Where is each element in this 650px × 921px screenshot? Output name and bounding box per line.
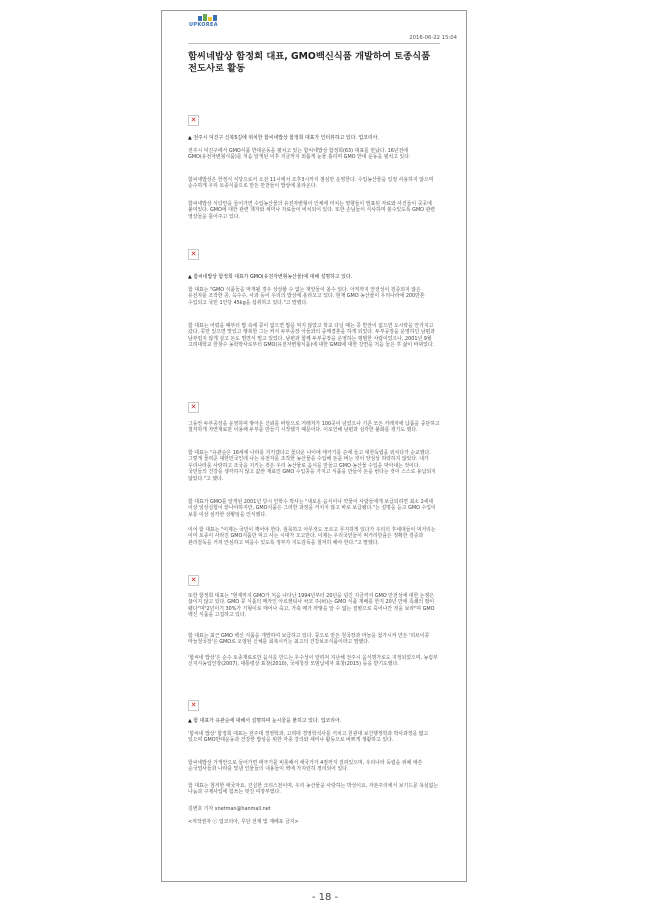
broken-image-icon: ✕ xyxy=(188,575,199,586)
photo-caption: ▲ 함씨네밥상 함정희 대표가 GMO(유전자변형농산물)에 대해 설명하고 있다. xyxy=(188,274,353,280)
photo-caption: ▲ 전주시 덕진구 신복5길에 위치한 함씨네밥상 함정희 대표가 인터뷰하고 있다. 업코리아. xyxy=(188,135,379,141)
body-paragraph: 전주시 덕진구에서 GMO식품 반대운동을 펼치고 있는 함씨네밥상 함정희(63) 대표를 만났다. 16년전에 GMO(유전자변형식품)를 처음 알게된 이후 지금까지 외롭게 눈물 흘리며 GMO 반대 운동을 펼치고 있다. xyxy=(188,148,411,161)
broken-image-icon: ✕ xyxy=(188,115,199,126)
reporter-byline: 김변호 기자 xnetman@hanmail.net xyxy=(188,806,271,812)
body-paragraph: 이어 함 대표는 "이제는 국민이 깨어야 한다. 침묵하고 아무것도 모르고 무지하게 있다가 우리의 후세대들이 먹거리는 이미 토종이 사라진 GMO식품만 먹고 사는 시대가 오고만다. 이제는 우리국민들이 먹거리만큼은 정확한 검증과 관리감독을 거쳐 안심하고 먹을수 있도록 정부가 지도감독을 철저히 해야 한다."고 말했다. xyxy=(188,527,436,546)
body-paragraph: 그동안 두부공장을 운영하며 쌓아온 신뢰를 바탕으로 거래처가 100곳이 넘었으나 기존 모든 거래처에 납품을 중단하고 철저하게 자연재료만 이용해 두부를 만들기 시작했기 때문이다. 이로인해 남편과 심각한 불화를 겪기도 했다. xyxy=(188,421,440,434)
copyright-notice: <저작권자 ⓒ 업코리아, 무단 전재 및 재배포 금지> xyxy=(188,819,299,825)
article-frame xyxy=(161,10,467,882)
body-paragraph: 함 대표는 "유관순은 16세에 나라를 지키겠다고 꽃다운 나이에 태극기를 손에 들고 대한독립을 외치다가 순교했다. 그렇게 물려준 대한민국인데 나는 유전자를 조작한 농산물을 수입해 돈을 버는 것이 양심상 허락하지 않았다. 내가 우리나라를 사랑하고 조국을 지키는 것은 우리 농산물로 음식을 만들고 GMO 농산물 수입을 막아내는 것이다. 국민들의 건강을 생각하지 않고 값싼 재료인 GMO 수입콩을 가지고 식품을 만들어 돈을 번다는 것이 스스로 용납되지 않았다."고 했다. xyxy=(188,450,436,482)
body-paragraph: 함 대표가 GMO를 알게된 2001년 당시 안학수 박사는 "새로운 음식이나 약물이 사람들에게 보급되려면 최소 2세대 이상 임상실험이 끝나야하지만, GMO식품은 그러한 과정을 거치지 않고 바로 보급됐다."는 설명을 듣고 GMO 수입이 보통 이상 심각한 상황임을 인식했다. xyxy=(188,499,436,518)
logo-wordmark: UPKOREA xyxy=(189,22,218,28)
body-paragraph: 함씨네밥상 식당안을 들어가면 수입농산물의 유전자변형이 인체에 미치는 영향들이 발표된 자료와 사진들이 곳곳에 붙여있다. GMO에 대한 관련 책자와 세미나 자료들이 비치되어 있다. 또한 손님들이 식사하며 볼수있도록 GMO 관련 영상들을 틀어주고 있다. xyxy=(188,201,436,220)
broken-image-icon: ✕ xyxy=(188,249,199,260)
body-paragraph: 함씨네밥상은 한정식 식당으로서 오전 11시에서 오후3시까지 점심만 운영한다. 수입농산물을 일절 사용하지 않으며 순수하게 우리 토종식품으로 만든 만찬들이 밥상에 올라온다. xyxy=(188,177,434,190)
body-paragraph: '함씨네 밥상' 함정희 대표는 전주대 경영학과, 고려대 경영학석사를 거치고 원광대 보건행정학과 박사과정을 밟고 있으며 GMO반대운동과 건강한 밥상을 위한 각종 강의와 세미나 활동으로 바쁘게 생활하고 있다. xyxy=(188,731,429,744)
photo-caption: ▲ 함 대표가 유관순에 대해서 설명하며 눈시울을 붉히고 있다. 업코리아. xyxy=(188,718,342,724)
body-paragraph: 함 대표는 "GMO 식품들을 먹게될 경우 상상할 수 없는 재앙들이 올수 있다. 아직까지 안전성이 검증되지 않은 유전자를 조작한 콩, 옥수수, 사과 등이 우리의 밥상에 올라오고 있다. 현재 GMO 농산물이 우리나라에 200만톤 수입되고 국민 1인당 45kg을 섭취하고 있다."고 말했다. xyxy=(188,287,425,306)
body-paragraph: 함 대표는 철저한 애국자요, 진실한 크리스천이며, 우리 농산물을 사랑하는 박성이요, 자본주의에서 보기드문 욕심없는 나눔과 구제사업에 힘쓰는 멋진 여장부였다. xyxy=(188,783,439,796)
article-headline: 함씨네밥상 함정희 대표, GMO백신식품 개발하여 토종식품 전도사로 활동 xyxy=(188,51,431,74)
body-paragraph: 함 대표는 어렸을 때부터 밥 속에 콩이 없으면 밥을 먹지 않았고 학교 다닐 때는 콩 반찬이 없으면 도시락을 안가지고 갔다. 콩만 있으면 맛있고 행복한 그는 커서 두부공장 아들과의 중매결혼을 하게 되었다. 두부공장을 운영하던 남편과 남부럽지 않게 살고 돈도 벌면서 벌고 있었다. 남편과 함께 두부공장을 운영하는 평범한 사람이었으나, 2001년 9월 고려대학교 한창수 농학박사로부터 GMO(유전자변형식품)에 대한 GMO에 대한 강연을 처음 들은 후 삶이 바뀌었다. xyxy=(188,323,435,349)
body-paragraph: 함씨네밥상 가게안으로 들어가면 태극기를 비롯해서 애국가가 4절까지 걸려있으며, 우리나라 독립을 위해 애쓴 순국열사들과 나라를 빛낸 인물들의 내용들이 벽에 가지런히 정리되어 있다. xyxy=(188,760,423,773)
upkorea-logo[interactable] xyxy=(189,14,225,30)
header-divider xyxy=(188,43,440,44)
logo-mark-icon xyxy=(198,14,216,21)
page-number: - 18 - xyxy=(311,892,339,903)
broken-image-icon: ✕ xyxy=(188,402,199,413)
body-paragraph: 또한 함정희 대표는 "현재까지 GMO가 처음 나타난 1994년부터 20년을 넘긴 지금까지 GMO 안전성에 대한 논쟁은 끊이지 않고 있다. GMO 콩 식품의 메카인 아르헨티나 차코 주(州)는 GMO 식품 재배를 한지 20년 만에 족쇄의 땅이 됐다"며"2년이기 30%가 기형이로 태어나 죽고, 가축 메가 까맣을 알 수 없는 질병으로 죽어나간 것을 보라"며 GMO 백신 식품을 고집하고 있다. xyxy=(188,593,435,619)
publish-date: 2016-06-22 15:04 xyxy=(409,35,457,41)
body-paragraph: '함씨네 밥상'은 순수 토종재료로만 음식을 만드는 우수성이 알려져 지난해 전주시 음식명가로도 지정되었으며, 농림부 신지식농업인장(2007), 대통령상 표창(2010), 국세청장 모범납세자 표창(2015) 등을 받기도했다. xyxy=(188,655,438,668)
body-paragraph: 함 대표는 최근 GMO 백신 식품을 개발하여 보급하고 있다. 콩으로 만든 청국장과 마늘을 첨가시켜 만든 '허브이콩 마늘청국장'은 GMO로 오염된 신체를 회복시키는 최고의 건강보조식품이라고 말했다. xyxy=(188,633,430,646)
broken-image-icon: ✕ xyxy=(188,700,199,711)
